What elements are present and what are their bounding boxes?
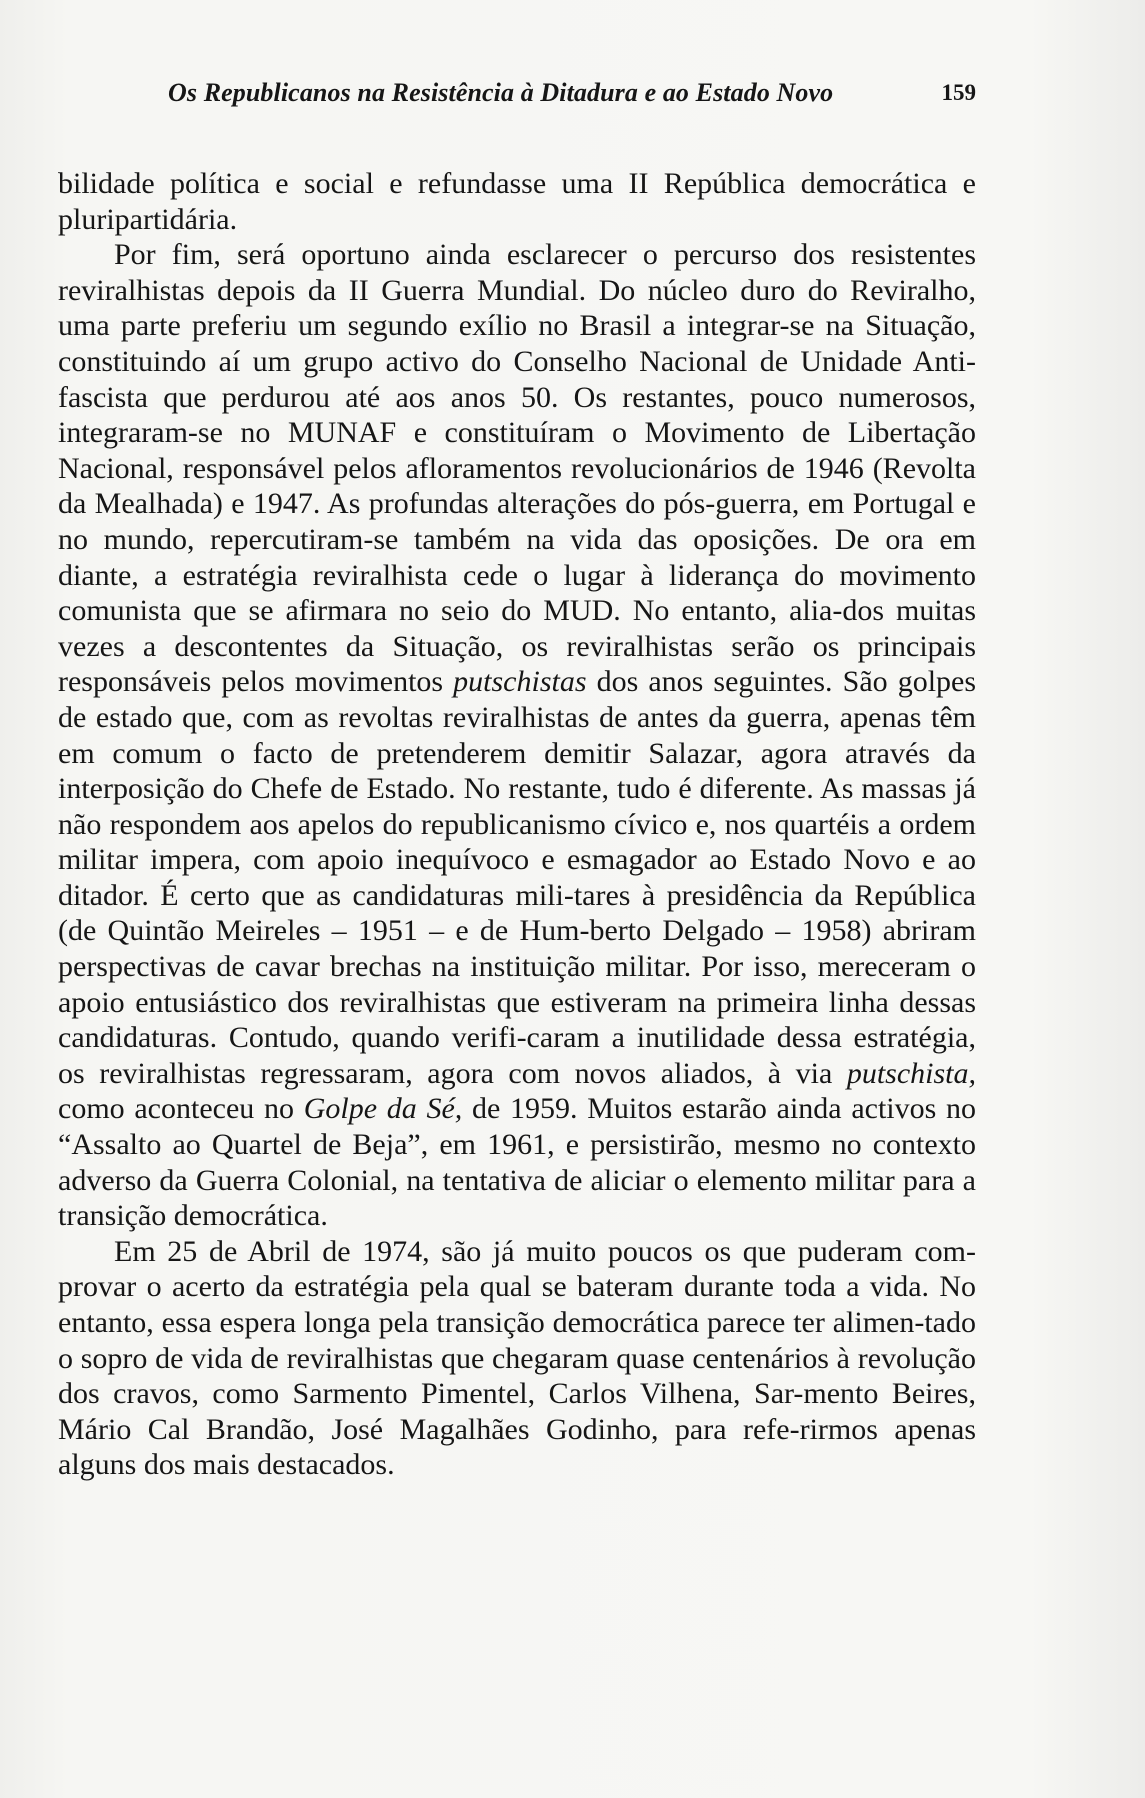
emphasis-putschista: putschista, [846, 1056, 976, 1090]
paragraph-2-text-d: de 1959. Muitos estarão ainda activos no “Assalto ao Quartel de Beja”, em 1961, e persistirão, mesmo no contexto adverso da Guerra Colonial, na tentativa de aliciar o elemento militar para a transição democrática. [58, 1092, 977, 1233]
body-text [58, 166, 976, 1483]
paragraph-3: Em 25 de Abril de 1974, são já muito poucos os que puderam com-provar o acerto da estratégia pela qual se bateram durante toda a vida. No entanto, essa espera longa pela transição democrática parece ter alimen-tado o sopro de vida de reviralhistas que chegaram quase centenários à revolução dos cravos, como Sarmento Pimentel, Carlos Vilhena, Sar-mento Beires, Mário Cal Brandão, José Magalhães Godinho, para refe-rirmos apenas alguns dos mais destacados. [58, 1234, 976, 1482]
paragraph-1: bilidade política e social e refundasse uma II República democrática e pluripartidária. [58, 167, 976, 236]
emphasis-putschistas: putschistas [453, 665, 587, 699]
paragraph-2 [58, 237, 976, 1234]
paragraph-2-text-a: Por fim, será oportuno ainda esclarecer o percurso dos resistentes reviralhistas depois da II Guerra Mundial. Do núcleo duro do Reviralho, uma parte preferiu um segundo exílio no Brasil a integrar-se na Situação, constituindo aí um grupo activo do Conselho Nacional de Unidade Anti-fascista que perdurou até aos anos 50. Os restantes, pouco numerosos, integraram-se no MUNAF e constituíram o Movimento de Libertação Nacional, responsável pelos afloramentos revolucionários de 1946 (Revolta da Mealhada) e 1947. As profundas alterações do pós-guerra, em Portugal e no mundo, repercutiram-se também na vida das oposições. De ora em diante, a estratégia reviralhista cede o lugar à liderança do movimento comunista que se afirmara no seio do MUD. No entanto, alia-dos muitas vezes a descontentes da Situação, os reviralhistas serão os principais responsáveis pelos movimentos [58, 238, 976, 699]
page-header [58, 78, 976, 118]
paragraph-2-text-c: como aconteceu no [58, 1092, 294, 1126]
paragraph-2-text-b: dos anos seguintes. São golpes de estado que, com as revoltas reviralhistas de antes da guerra, apenas têm em comum o facto de pretenderem demitir Salazar, agora através da interposição do Chefe de Estado. No restante, tudo é diferente. As massas já não respondem aos apelos do republicanismo cívico e, nos quartéis a ordem militar impera, com apoio inequívoco e esmagador ao Estado Novo e ao ditador. É certo que as candidaturas mili-tares à presidência da República (de Quintão Meireles – 1951 – e de Hum-berto Delgado – 1958) abriram perspectivas de cavar brechas na instituição militar. Por isso, mereceram o apoio entusiástico dos reviralhistas que estiveram na primeira linha dessas candidaturas. Contudo, quando verifi-caram a inutilidade dessa estratégia, os reviralhistas regressaram, agora com novos aliados, à via [58, 665, 977, 1090]
page-number: 159 [941, 80, 976, 105]
running-title: Os Republicanos na Resistência à Ditadura e ao Estado Novo [168, 78, 834, 107]
emphasis-golpe-da-se: Golpe da Sé, [303, 1092, 463, 1126]
